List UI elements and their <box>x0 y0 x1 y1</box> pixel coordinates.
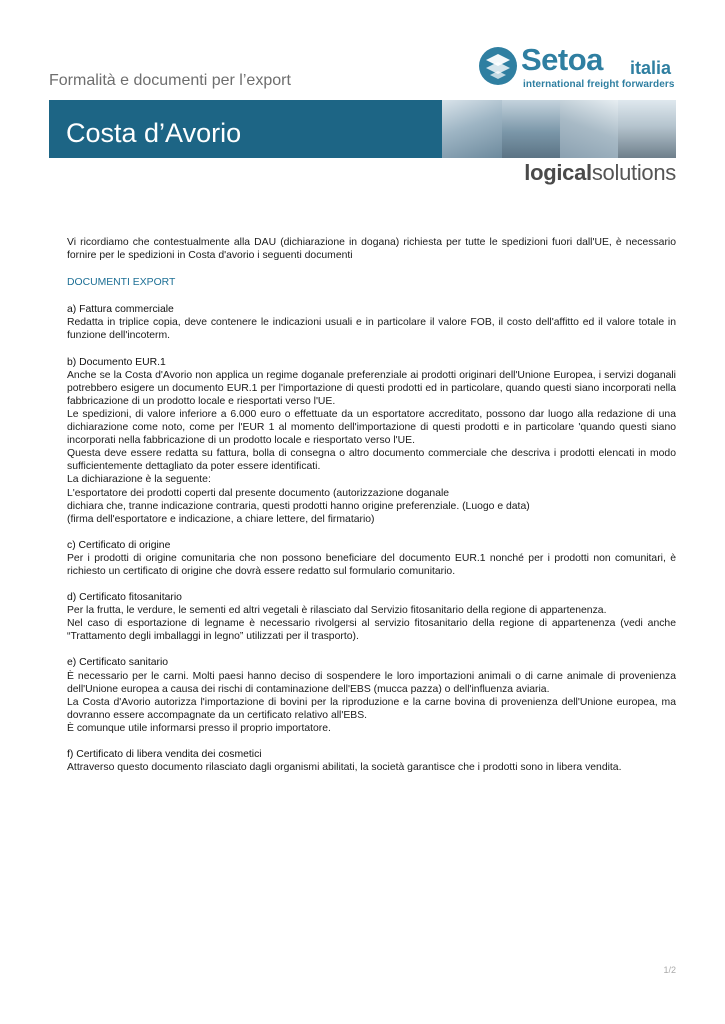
intro-paragraph: Vi ricordiamo che contestualmente alla DAU (dichiarazione in dogana) richiesta per tutte le spedizioni fuori dall'UE, è necessario fornire per le spedizioni in Costa d'avorio i seguenti documenti <box>67 237 676 262</box>
page-title: Costa d’Avorio <box>66 118 242 148</box>
section-paragraph: L'esportatore dei prodotti coperti dal presente documento (autorizzazione doganale <box>67 487 450 499</box>
logo-tagline: international freight forwarders <box>523 79 675 90</box>
section-heading: b) Documento EUR.1 <box>67 356 166 368</box>
section-paragraph: Questa deve essere redatta su fattura, bolla di consegna o altro documento commerciale che descriva i prodotti elencati in modo sufficientemente dettagliato da poter essere identificati. <box>67 448 676 473</box>
tagline-bold: logical <box>524 160 592 185</box>
section-paragraph: Anche se la Costa d'Avorio non applica un regime doganale preferenziale ai prodotti originari dell'Unione Europea, i servizi doganali potrebbero esigere un documento EUR.1 per l'importazione di questi prodotti ed in particolare, quando questi siano incorporati nella fabbricazione di un prodotto locale e riesportati verso l'UE. <box>67 369 676 407</box>
section-heading: a) Fattura commerciale <box>67 304 174 316</box>
document-subtitle: Formalità e documenti per l’export <box>49 72 291 89</box>
document-section <box>67 539 676 578</box>
document-section <box>67 591 676 643</box>
logical-solutions-tagline <box>520 160 676 186</box>
banner-photo <box>560 100 618 158</box>
section-paragraph: Le spedizioni, di valore inferiore a 6.000 euro o effettuate da un esportatore accreditato, possono dar luogo alla redazione di una dichiarazione come noto, come per l'EUR 1 al momento dell'importazione di questi prodotti e in particolare 'quando questi siano incorporati nella fabbricazione di un prodotto locale e riesportato verso l'UE. <box>67 408 676 447</box>
document-section <box>67 656 676 735</box>
page-number: 1/2 <box>663 965 676 975</box>
section-paragraph: Attraverso questo documento rilasciato dagli organismi abilitati, la società garantisce che i prodotti sono in libera vendita. <box>67 762 622 774</box>
section-paragraph: Nel caso di esportazione di legname è necessario rivolgersi al servizio fitosanitario della regione di appartenenza (vedi anche “Trattamento degli imballaggi in legno” utilizzati per il trasporto). <box>67 618 676 643</box>
banner-photo <box>442 100 502 158</box>
section-paragraph: dichiara che, tranne indicazione contraria, questi prodotti hanno origine preferenziale. (Luogo e data) <box>67 500 530 512</box>
banner-photo <box>618 100 676 158</box>
logo-suffix: italia <box>630 58 672 78</box>
document-sections <box>67 303 676 774</box>
title-banner <box>49 100 676 158</box>
section-heading: c) Certificato di origine <box>67 539 171 551</box>
logo-brand: Setoa <box>521 42 603 77</box>
section-paragraph: È necessario per le carni. Molti paesi hanno deciso di sospendere le loro importazioni animali o di carne animale di provenienza dell'Unione europea a causa dei rischi di contaminazione dell'EBS (mucca pazza) o dell'influenza aviaria. <box>67 670 676 695</box>
document-section <box>67 748 676 774</box>
section-heading: d) Certificato fitosanitario <box>67 592 182 604</box>
section-paragraph: (firma dell'esportatore e indicazione, a chiare lettere, del firmatario) <box>67 513 375 525</box>
company-logo <box>478 42 683 94</box>
section-paragraph: La Costa d'Avorio autorizza l'importazione di bovini per la riproduzione e la carne bovina di provenienza dell'Unione europea, ma dovranno essere accompagnate da un certificato relativo all'EBS. <box>67 696 676 721</box>
section-paragraph: La dichiarazione è la seguente: <box>67 474 211 486</box>
tagline-rest: solutions <box>591 160 676 185</box>
document-section <box>67 356 676 526</box>
section-paragraph: Per i prodotti di origine comunitaria che non possono beneficiare del documento EUR.1 nonché per i prodotti non comunitari, è richiesto un certificato di origine che dovrà essere redatto sul formulario comunitario. <box>67 552 676 577</box>
section-paragraph: È comunque utile informarsi presso il proprio importatore. <box>67 722 331 734</box>
section-paragraph: Redatta in triplice copia, deve contenere le indicazioni usuali e in particolare il valore FOB, il costo dell'affitto ed il valore totale in funzione dell'incoterm. <box>67 317 676 342</box>
document-section <box>67 303 676 342</box>
document-body <box>67 236 676 787</box>
section-heading: f) Certificato di libera vendita dei cosmetici <box>67 749 262 760</box>
section-title: DOCUMENTI EXPORT <box>67 277 176 289</box>
banner-photo <box>502 100 560 158</box>
section-paragraph: Per la frutta, le verdure, le sementi ed altri vegetali è rilasciato dal Servizio fitosanitario della regione di appartenenza. <box>67 605 607 617</box>
setoa-logo-icon <box>478 46 518 86</box>
banner-photo-strip <box>442 100 676 158</box>
section-heading: e) Certificato sanitario <box>67 657 169 669</box>
